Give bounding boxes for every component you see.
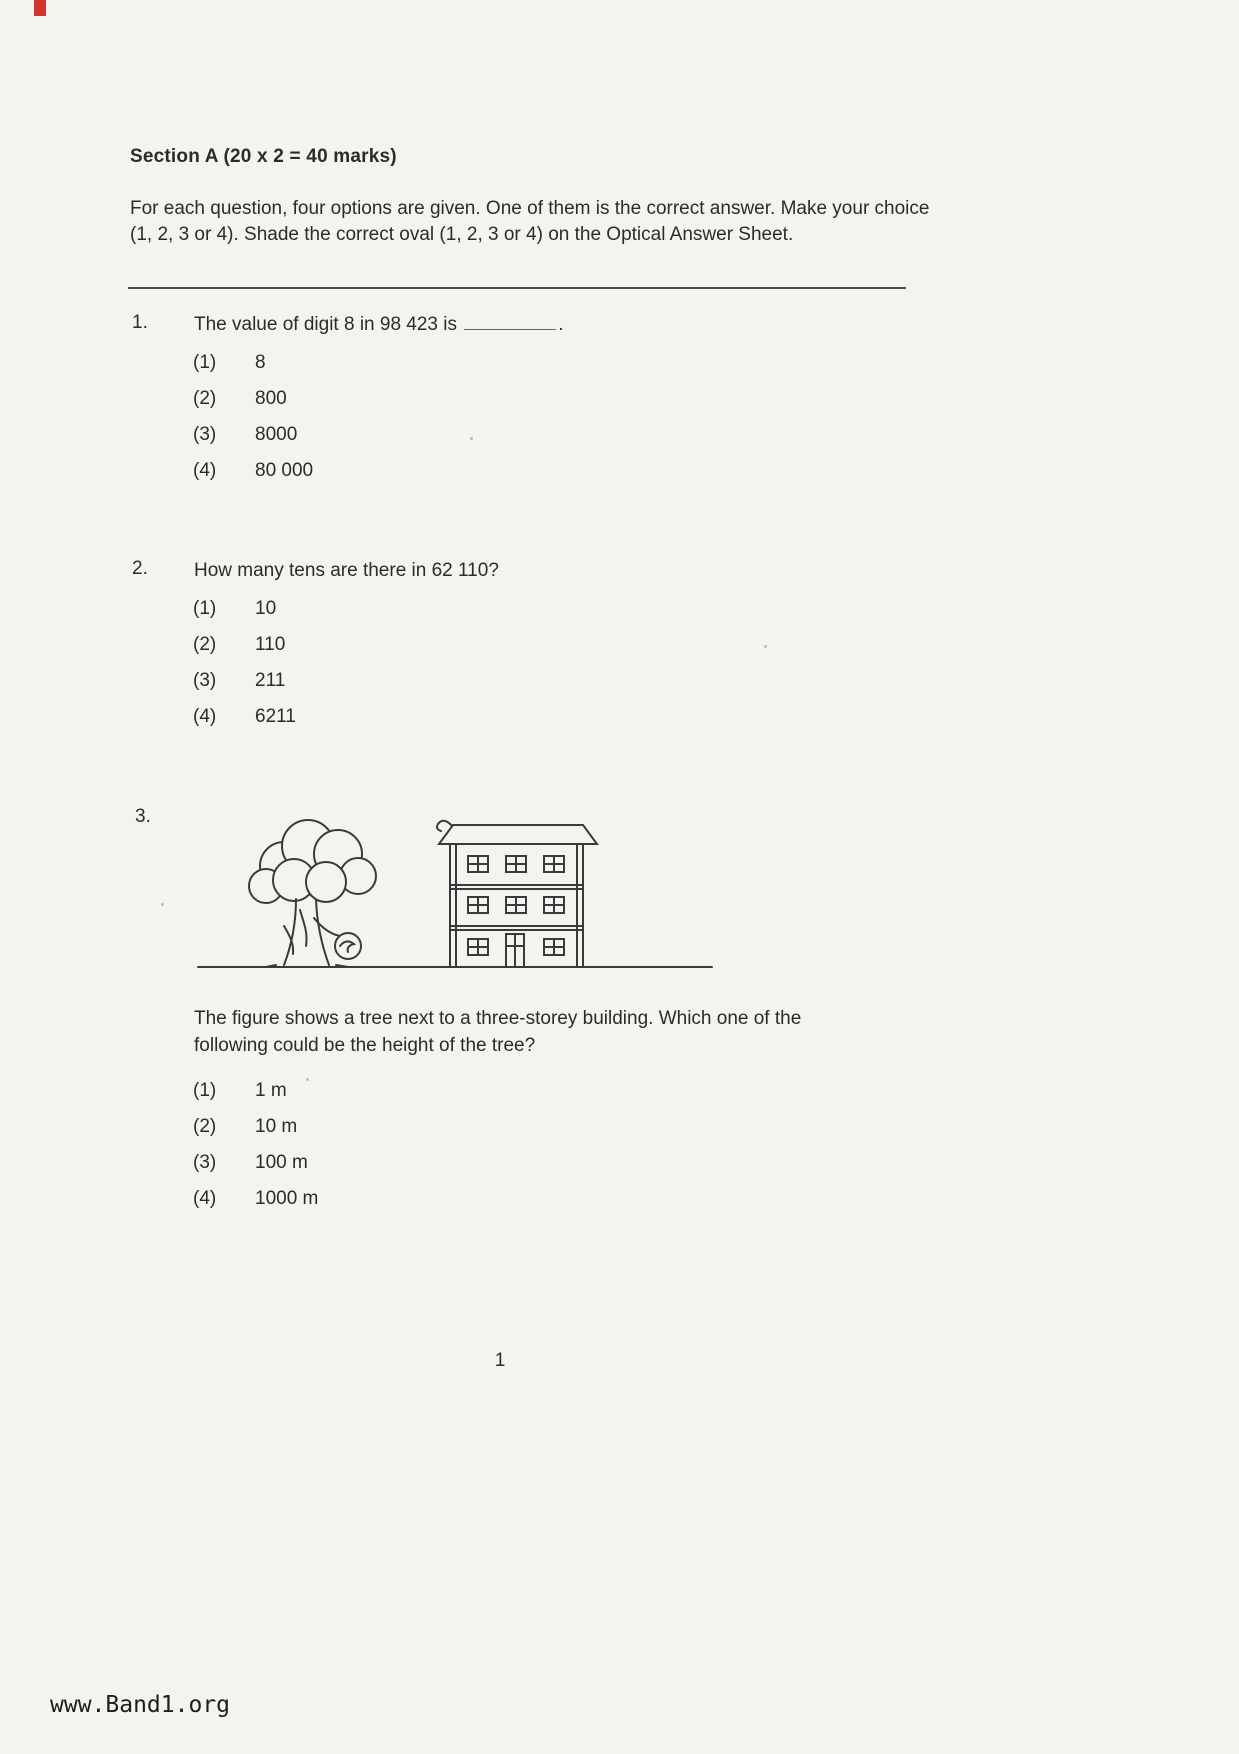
figure-tree-and-building xyxy=(196,806,716,983)
option-value: 110 xyxy=(255,634,286,655)
question-2-options xyxy=(193,598,296,742)
scan-noise xyxy=(161,903,164,906)
bush xyxy=(335,933,361,959)
option-label: (3) xyxy=(193,670,217,691)
instructions: For each question, four options are given. One of them is the correct answer. Make your choice (1, 2, 3 or 4). Shade the correct oval (1, 2, 3 or 4) on the Optical Answer Sheet. xyxy=(130,198,930,245)
scan-noise xyxy=(764,645,767,648)
option-label: (3) xyxy=(193,424,217,445)
option-row xyxy=(193,352,313,374)
option-label: (1) xyxy=(193,598,217,619)
option-row xyxy=(193,388,313,410)
option-row xyxy=(193,1080,318,1102)
option-value: 80 000 xyxy=(255,460,314,481)
option-row xyxy=(193,1116,318,1138)
question-1-number: 1. xyxy=(132,312,148,333)
footer-watermark-url: www.Band1.org xyxy=(50,1692,231,1718)
option-label: (2) xyxy=(193,1116,217,1137)
question-1-text xyxy=(194,312,564,339)
question-3-options xyxy=(193,1080,318,1224)
question-3-text: The figure shows a tree next to a three-storey building. Which one of the following could be the height of the tree? xyxy=(194,1008,802,1056)
tree-trunk xyxy=(266,899,348,967)
option-value: 800 xyxy=(255,388,287,409)
page-number: 1 xyxy=(494,1350,506,1371)
option-row xyxy=(193,1188,318,1210)
option-label: (3) xyxy=(193,1152,217,1173)
option-row xyxy=(193,706,296,728)
option-value: 1000 m xyxy=(255,1188,319,1209)
scan-noise xyxy=(470,437,473,440)
building-roof xyxy=(439,825,597,844)
question-2-number: 2. xyxy=(132,558,148,579)
option-value: 8 xyxy=(255,352,266,373)
option-value: 6211 xyxy=(255,706,296,727)
option-row xyxy=(193,1152,318,1174)
option-row xyxy=(193,634,296,656)
section-header: Section A (20 x 2 = 40 marks) xyxy=(130,146,397,167)
question-3-number: 3. xyxy=(135,806,151,827)
option-value: 211 xyxy=(255,670,286,691)
option-label: (2) xyxy=(193,634,217,655)
option-row xyxy=(193,598,296,620)
option-row xyxy=(193,460,313,482)
option-row xyxy=(193,424,313,446)
answer-blank xyxy=(464,316,556,330)
tree-building-illustration xyxy=(196,806,716,978)
option-value: 10 xyxy=(255,598,277,619)
option-value: 1 m xyxy=(255,1080,287,1101)
scan-artifact xyxy=(34,0,46,16)
option-label: (4) xyxy=(193,460,217,481)
tree-canopy xyxy=(249,820,376,903)
option-label: (1) xyxy=(193,1080,217,1101)
option-row xyxy=(193,670,296,692)
question-1-text-body: The value of digit 8 in 98 423 is xyxy=(194,314,458,335)
option-label: (4) xyxy=(193,706,217,727)
option-value: 8000 xyxy=(255,424,298,445)
option-label: (4) xyxy=(193,1188,217,1209)
option-label: (1) xyxy=(193,352,217,373)
option-value: 10 m xyxy=(255,1116,298,1137)
question-1-options xyxy=(193,352,313,496)
option-label: (2) xyxy=(193,388,217,409)
question-1-text-suffix: . xyxy=(558,314,564,335)
section-divider xyxy=(128,287,906,289)
option-value: 100 m xyxy=(255,1152,308,1173)
question-2-text: How many tens are there in 62 110? xyxy=(194,560,499,581)
